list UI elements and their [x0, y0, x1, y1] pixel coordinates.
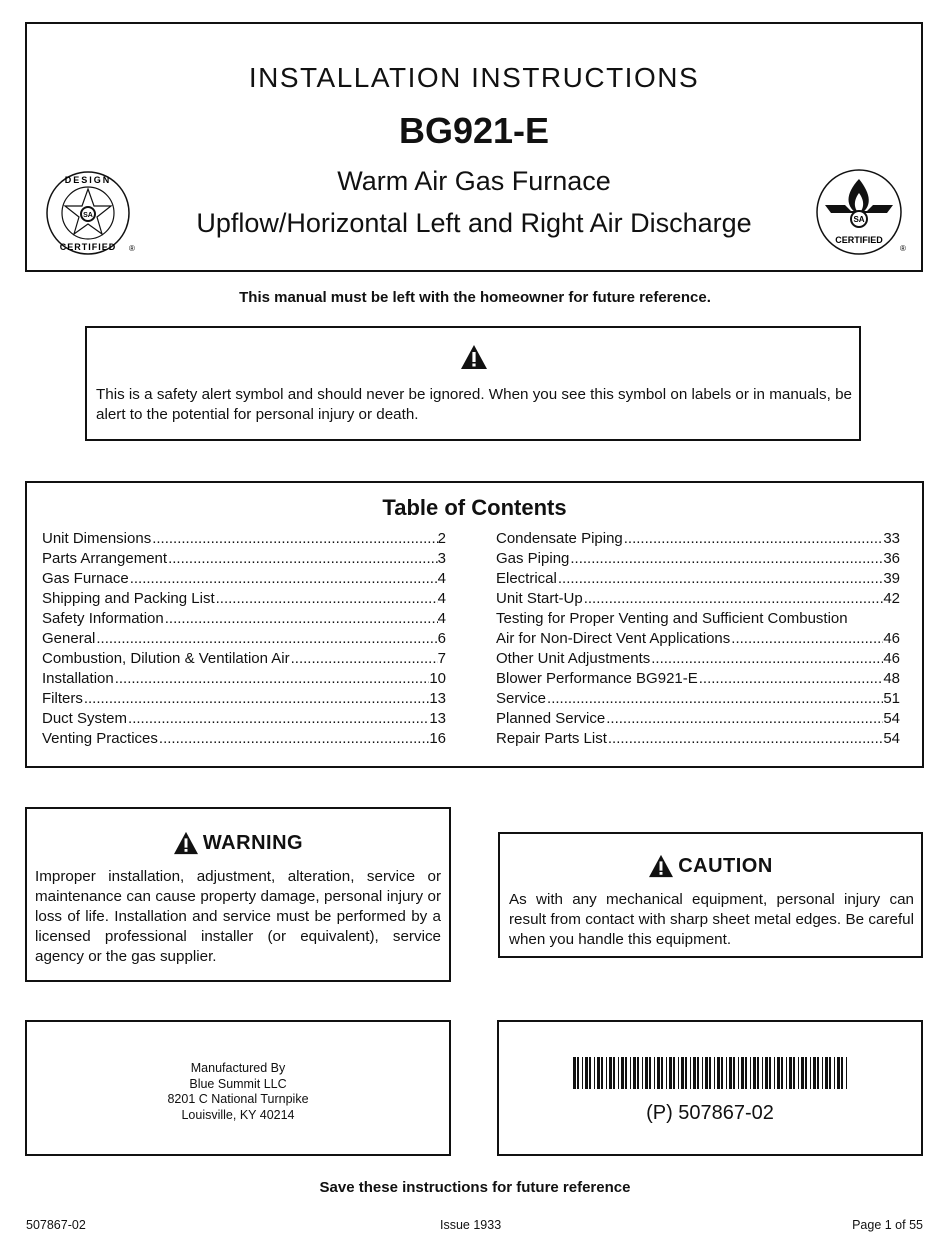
toc-leader-dots: [95, 629, 437, 649]
toc-entry-label: Venting Practices: [42, 730, 158, 747]
toc-leader-dots: [623, 529, 884, 549]
warning-title: WARNING: [202, 831, 304, 854]
toc-entry-page: 46: [883, 630, 900, 647]
barcode-bar: [801, 1057, 804, 1089]
toc-entry-label: Unit Dimensions: [42, 530, 152, 547]
barcode-bar: [745, 1057, 747, 1089]
footer-doc-number: 507867-02: [26, 1218, 86, 1232]
barcode-bar: [729, 1057, 732, 1089]
toc-entry-page: 13: [429, 710, 446, 727]
toc-entry-page: 51: [883, 690, 900, 707]
toc-right-column: [496, 529, 900, 749]
toc-entry-page: 48: [883, 670, 900, 687]
barcode-bar: [810, 1057, 811, 1089]
toc-leader-dots: [215, 589, 438, 609]
barcode-box: [497, 1020, 923, 1156]
barcode-bar: [786, 1057, 787, 1089]
toc-entry[interactable]: [496, 669, 900, 689]
toc-entry[interactable]: [496, 569, 900, 589]
toc-entry[interactable]: [496, 549, 900, 569]
toc-leader-dots: [607, 729, 883, 749]
barcode-bar: [585, 1057, 588, 1089]
toc-entry-label: Unit Start-Up: [496, 590, 583, 607]
toc-entry[interactable]: [42, 689, 446, 709]
barcode-bar: [721, 1057, 723, 1089]
barcode-bar: [765, 1057, 768, 1089]
barcode-bar: [813, 1057, 816, 1089]
toc-entry-page: 6: [437, 630, 446, 647]
svg-text:®: ®: [129, 244, 135, 253]
manufacturer-city: Louisville, KY 40214: [181, 1107, 295, 1122]
toc-entry-label: Parts Arrangement: [42, 550, 168, 567]
toc-entry[interactable]: [496, 729, 900, 749]
barcode-bar: [793, 1057, 795, 1089]
barcode-bar: [837, 1057, 840, 1089]
barcode-bar: [625, 1057, 627, 1089]
toc-entry[interactable]: [42, 529, 446, 549]
barcode-bar: [577, 1057, 579, 1089]
toc-entry-label: Safety Information: [42, 610, 164, 627]
caution-text: As with any mechanical equipment, personal injury can result from contact with sharp sheet metal edges. Be careful when you handle this equipment.: [509, 891, 914, 948]
toc-entry[interactable]: [42, 649, 446, 669]
warning-triangle-icon: [460, 344, 488, 370]
barcode-bar: [669, 1057, 672, 1089]
warning-triangle-icon: [173, 831, 199, 855]
barcode-bar: [738, 1057, 739, 1089]
manufacturer-name: Blue Summit LLC: [189, 1076, 287, 1091]
toc-entry-page: 33: [883, 530, 900, 547]
toc-entry-label: Electrical: [496, 570, 557, 587]
warning-triangle-icon: [648, 854, 674, 878]
safety-alert-text: This is a safety alert symbol and should never be ignored. When you see this symbol on labels or in manuals, be alert to the potential for personal injury or death.: [96, 386, 852, 423]
barcode-bar: [750, 1057, 751, 1089]
toc-entry[interactable]: [42, 569, 446, 589]
toc-entry-label: Installation: [42, 670, 114, 687]
barcode-bar: [834, 1057, 835, 1089]
barcode-bar: [685, 1057, 687, 1089]
barcode-bar: [673, 1057, 675, 1089]
toc-entry-page: 54: [883, 730, 900, 747]
toc-entry[interactable]: [42, 729, 446, 749]
barcode-bar: [825, 1057, 828, 1089]
barcode-bar: [841, 1057, 843, 1089]
toc-entry[interactable]: [496, 609, 900, 629]
barcode-bar: [666, 1057, 667, 1089]
toc-entry[interactable]: [496, 649, 900, 669]
caution-box: [498, 832, 923, 958]
barcode-bar: [630, 1057, 631, 1089]
svg-text:CERTIFIED: CERTIFIED: [59, 242, 117, 252]
toc-leader-dots: [557, 569, 883, 589]
manufacturer-box: [25, 1020, 451, 1156]
barcode-icon: [573, 1057, 851, 1089]
toc-entry[interactable]: [496, 629, 900, 649]
toc-entry-label: Combustion, Dilution & Ventilation Air: [42, 650, 290, 667]
barcode-bar: [714, 1057, 715, 1089]
barcode-bar: [618, 1057, 619, 1089]
barcode-bar: [781, 1057, 783, 1089]
doc-title: INSTALLATION INSTRUCTIONS: [248, 62, 700, 93]
toc-leader-dots: [290, 649, 438, 669]
toc-leader-dots: [158, 729, 429, 749]
barcode-bar: [769, 1057, 771, 1089]
toc-entry-page: 16: [429, 730, 446, 747]
header-box: [25, 22, 923, 272]
subtitle-1: Warm Air Gas Furnace: [337, 166, 611, 196]
manufacturer-line: Manufactured By: [190, 1061, 286, 1075]
toc-leader-dots: [129, 569, 438, 589]
barcode-bar: [705, 1057, 708, 1089]
manufacturer-address: [27, 1061, 449, 1123]
barcode-bar: [774, 1057, 775, 1089]
toc-leader-dots: [605, 709, 883, 729]
barcode-bar: [681, 1057, 684, 1089]
barcode-bar: [645, 1057, 648, 1089]
barcode-bar: [757, 1057, 759, 1089]
svg-text:®: ®: [900, 244, 906, 253]
svg-text:CERTIFIED: CERTIFIED: [835, 235, 883, 245]
barcode-bar: [621, 1057, 624, 1089]
toc-entry-page: 54: [883, 710, 900, 727]
toc-entry[interactable]: [42, 629, 446, 649]
subtitle-2: Upflow/Horizontal Left and Right Air Discharge: [196, 208, 752, 238]
footer-issue: Issue 1933: [440, 1218, 502, 1232]
barcode-bar: [657, 1057, 660, 1089]
barcode-bar: [817, 1057, 819, 1089]
toc-entry-label: Blower Performance BG921-E: [496, 670, 698, 687]
barcode-bar: [762, 1057, 763, 1089]
barcode-bar: [606, 1057, 607, 1089]
barcode-bar: [637, 1057, 639, 1089]
barcode-bar: [697, 1057, 699, 1089]
toc-leader-dots: [127, 709, 429, 729]
barcode-bar: [789, 1057, 792, 1089]
barcode-bar: [741, 1057, 744, 1089]
svg-text:SA: SA: [853, 215, 865, 224]
toc-entry[interactable]: [496, 689, 900, 709]
toc-entry-label: Other Unit Adjustments: [496, 650, 651, 667]
toc-entry-page: 3: [437, 550, 446, 567]
barcode-bar: [597, 1057, 600, 1089]
toc-entry-label: Condensate Piping: [496, 530, 623, 547]
barcode-bar: [642, 1057, 643, 1089]
toc-entry-label: Testing for Proper Venting and Sufficient Combustion: [496, 610, 848, 627]
toc-entry[interactable]: [496, 589, 900, 609]
barcode-bar: [633, 1057, 636, 1089]
toc-entry-page: 42: [883, 590, 900, 607]
toc-entry[interactable]: [42, 609, 446, 629]
toc-entry-page: 10: [429, 670, 446, 687]
barcode-bar: [649, 1057, 651, 1089]
toc-entry-page: 4: [437, 570, 446, 587]
toc-entry-page: 4: [437, 590, 446, 607]
warning-box: [25, 807, 451, 982]
toc-entry-label: General: [42, 630, 96, 647]
barcode-bar: [709, 1057, 711, 1089]
toc-entry[interactable]: [496, 529, 900, 549]
barcode-bar: [661, 1057, 663, 1089]
toc-leader-dots: [650, 649, 883, 669]
toc-entry-label: Filters: [42, 690, 83, 707]
toc-entry-label: Shipping and Packing List: [42, 590, 215, 607]
toc-entry-page: 13: [429, 690, 446, 707]
toc-entry[interactable]: [42, 709, 446, 729]
toc-entry-page: 46: [883, 650, 900, 667]
toc-entry-page: 39: [883, 570, 900, 587]
toc-entry[interactable]: [42, 669, 446, 689]
toc-entry-label: Service: [496, 690, 547, 707]
barcode-bar: [693, 1057, 696, 1089]
toc-leader-dots: [164, 609, 438, 629]
barcode-bar: [594, 1057, 595, 1089]
toc-leader-dots: [167, 549, 438, 569]
svg-text:SA: SA: [83, 212, 93, 219]
toc-entry[interactable]: [496, 709, 900, 729]
toc-leader-dots: [569, 549, 883, 569]
barcode-bar: [601, 1057, 603, 1089]
barcode-bar: [805, 1057, 807, 1089]
homeowner-note: This manual must be left with the homeowner for future reference.: [239, 289, 711, 306]
barcode-bar: [777, 1057, 780, 1089]
toc-entry-label: Gas Piping: [496, 550, 570, 567]
toc-entry-page: 2: [437, 530, 446, 547]
barcode-bar: [678, 1057, 679, 1089]
toc-leader-dots: [83, 689, 429, 709]
toc-leader-dots: [114, 669, 430, 689]
barcode-bar: [654, 1057, 655, 1089]
barcode-bar: [798, 1057, 799, 1089]
barcode-bar: [589, 1057, 591, 1089]
table-of-contents: [25, 481, 924, 768]
barcode-bar: [582, 1057, 583, 1089]
design-certified-logo-icon: [45, 169, 135, 259]
toc-entry-label: Duct System: [42, 710, 128, 727]
toc-entry-label: Air for Non-Direct Vent Applications: [496, 630, 731, 647]
warning-text: Improper installation, adjustment, alteration, service or maintenance can cause property damage, personal injury or loss of life. Installation and service must be performed by a licensed professional installer (or equivalent), service agency or the gas supplier.: [35, 868, 441, 965]
toc-entry[interactable]: [42, 549, 446, 569]
barcode-bar: [753, 1057, 756, 1089]
barcode-bar: [733, 1057, 735, 1089]
toc-entry[interactable]: [42, 589, 446, 609]
toc-entry-label: Planned Service: [496, 710, 606, 727]
manufacturer-street: 8201 C National Turnpike: [167, 1092, 309, 1106]
toc-left-column: [42, 529, 446, 749]
barcode-bar: [690, 1057, 691, 1089]
barcode-bar: [846, 1057, 847, 1089]
barcode-bar: [613, 1057, 615, 1089]
barcode-bar: [829, 1057, 831, 1089]
toc-entry-label: Repair Parts List: [496, 730, 607, 747]
toc-leader-dots: [151, 529, 437, 549]
toc-leader-dots: [698, 669, 884, 689]
footer-page: Page 1 of 55: [852, 1218, 923, 1232]
toc-entry-page: 36: [883, 550, 900, 567]
toc-leader-dots: [730, 629, 883, 649]
toc-entry-page: 4: [437, 610, 446, 627]
caution-title: CAUTION: [678, 854, 773, 877]
toc-leader-dots: [583, 589, 884, 609]
barcode-bar: [702, 1057, 703, 1089]
barcode-bar: [573, 1057, 576, 1089]
safety-alert-box: [85, 326, 861, 441]
part-number: (P) 507867-02: [646, 1102, 774, 1124]
csa-certified-logo-icon: [815, 169, 907, 259]
toc-entry-label: Gas Furnace: [42, 570, 129, 587]
save-instructions-note: Save these instructions for future reference: [319, 1179, 631, 1196]
toc-entry-page: 7: [437, 650, 446, 667]
toc-leader-dots: [546, 689, 883, 709]
model-number: BG921-E: [398, 110, 550, 151]
svg-text:DESIGN: DESIGN: [64, 175, 112, 185]
toc-title: Table of Contents: [382, 495, 567, 520]
barcode-bar: [717, 1057, 720, 1089]
barcode-bar: [609, 1057, 612, 1089]
barcode-bar: [822, 1057, 823, 1089]
barcode-bar: [726, 1057, 727, 1089]
